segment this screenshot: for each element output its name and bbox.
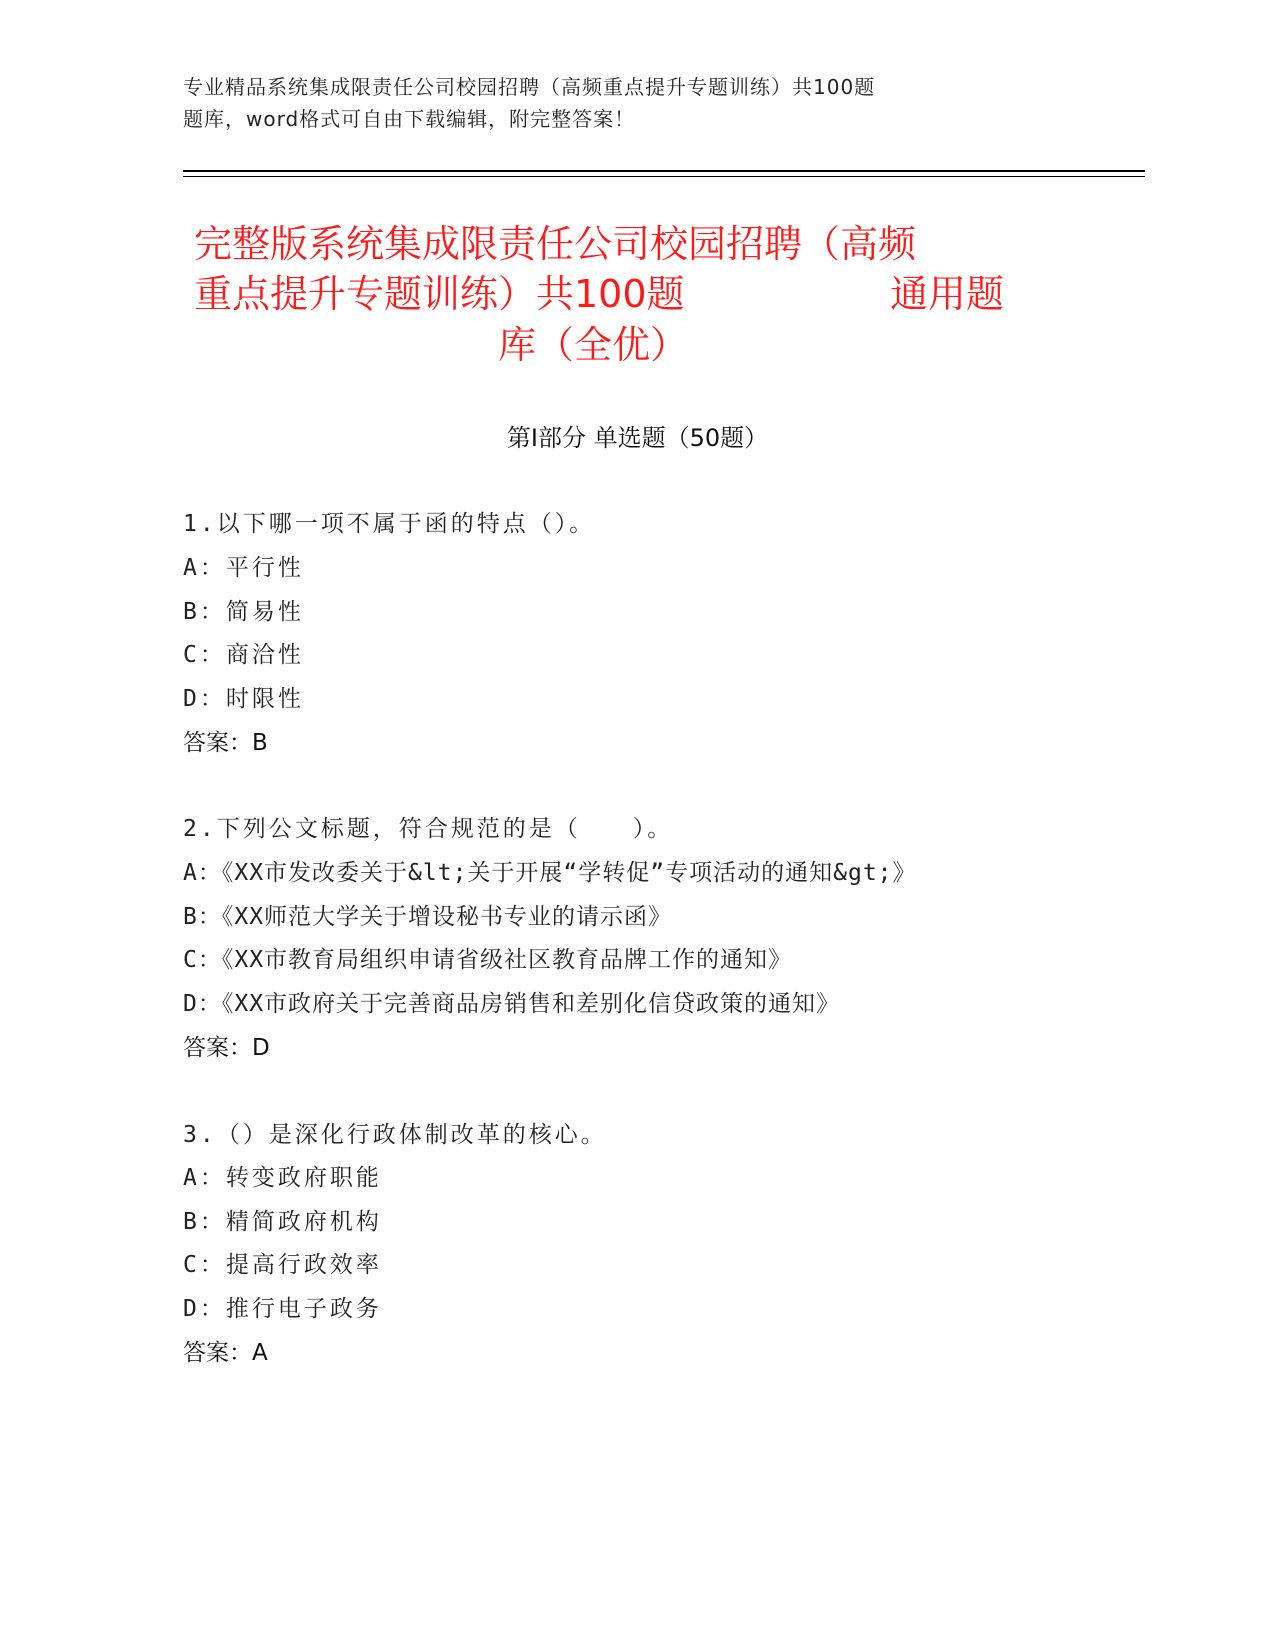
header-description-line-1: 专业精品系统集成限责任公司校园招聘（高频重点提升专题训练）共100题: [183, 75, 876, 99]
question-answer: 答案：B: [183, 730, 268, 756]
header-rule-top: [183, 170, 1145, 172]
document-title-line-1: 完整版系统集成限责任公司校园招聘（高频: [194, 222, 917, 266]
question-option: C：商洽性: [183, 642, 304, 668]
question-option: C：提高行政效率: [183, 1252, 382, 1278]
document-title-line-3: 库（全优）: [498, 323, 689, 367]
question-option: D：时限性: [183, 686, 304, 712]
question-answer: 答案：D: [183, 1035, 270, 1061]
question-option: C：《XX市教育局组织申请省级社区教育品牌工作的通知》: [183, 947, 793, 973]
question-stem: 2.下列公文标题，符合规范的是（ ）。: [183, 816, 674, 842]
question-option: A：转变政府职能: [183, 1165, 382, 1191]
question-option: D：推行电子政务: [183, 1296, 382, 1322]
question-option: A：《XX市发改委关于&lt;关于开展“学转促”专项活动的通知&gt;》: [183, 860, 917, 886]
document-title-line-2a: 重点提升专题训练）共100题: [194, 272, 685, 316]
question-option: B：《XX师范大学关于增设秘书专业的请示函》: [183, 904, 673, 930]
question-option: B：精简政府机构: [183, 1209, 382, 1235]
header-description-line-2: 题库，word格式可自由下载编辑，附完整答案！: [183, 107, 636, 131]
question-option: D：《XX市政府关于完善商品房销售和差别化信贷政策的通知》: [183, 991, 841, 1017]
question-stem: 1.以下哪一项不属于函的特点（）。: [183, 511, 596, 537]
question-option: B：简易性: [183, 599, 304, 625]
question-option: A：平行性: [183, 555, 304, 581]
question-answer: 答案：A: [183, 1340, 268, 1366]
section-title: 第Ⅰ部分 单选题（50题）: [506, 424, 769, 452]
header-rule-bottom: [183, 176, 1145, 177]
document-title-line-2b: 通用题: [890, 272, 1005, 316]
question-stem: 3.（）是深化行政体制改革的核心。: [183, 1122, 607, 1148]
